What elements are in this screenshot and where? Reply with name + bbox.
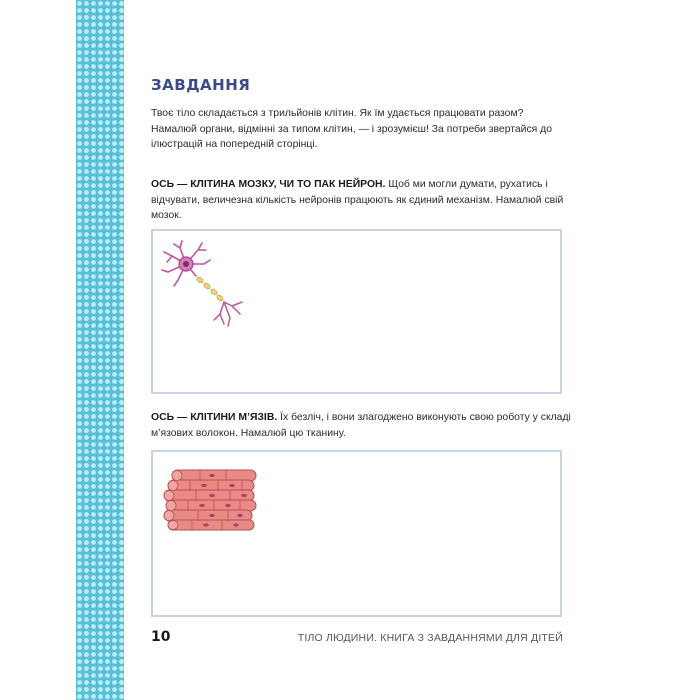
task-intro: Твоє тіло складається з трильйонів клітин. Як їм удається працювати разом? Намалюй органи, відмінні за типом клітин, — і зрозумієш! За потреби звертайся до ілюстрацій на попередній сторінці. — [151, 108, 553, 150]
task-heading: ЗАВДАННЯ — [151, 76, 251, 94]
neuron-text: Щоб ми могли думати, рухатись і відчувати, величезна кількість нейронів працюють як єдиний механізм. Намалюй свій мозок. — [151, 179, 564, 221]
muscle-text: Їх безліч, і вони злагоджено виконують свою роботу у складі м’язових волокон. Намалюй цю тканину. — [151, 412, 571, 439]
neuron-paragraph — [151, 177, 571, 224]
muscle-fibers-illustration — [160, 468, 260, 532]
book-title: ТІЛО ЛЮДИНИ. КНИГА З ЗАВДАННЯМИ ДЛЯ ДІТЕЙ — [297, 632, 563, 644]
decorative-side-strip — [76, 0, 124, 700]
muscle-paragraph — [151, 410, 571, 441]
muscle-lead: ОСЬ — КЛІТИНИ М’ЯЗІВ. — [151, 412, 278, 423]
neuron-illustration — [158, 238, 248, 328]
neuron-lead: ОСЬ — КЛІТИНА МОЗКУ, ЧИ ТО ПАК НЕЙРОН. — [151, 179, 386, 190]
page-number: 10 — [151, 629, 171, 645]
